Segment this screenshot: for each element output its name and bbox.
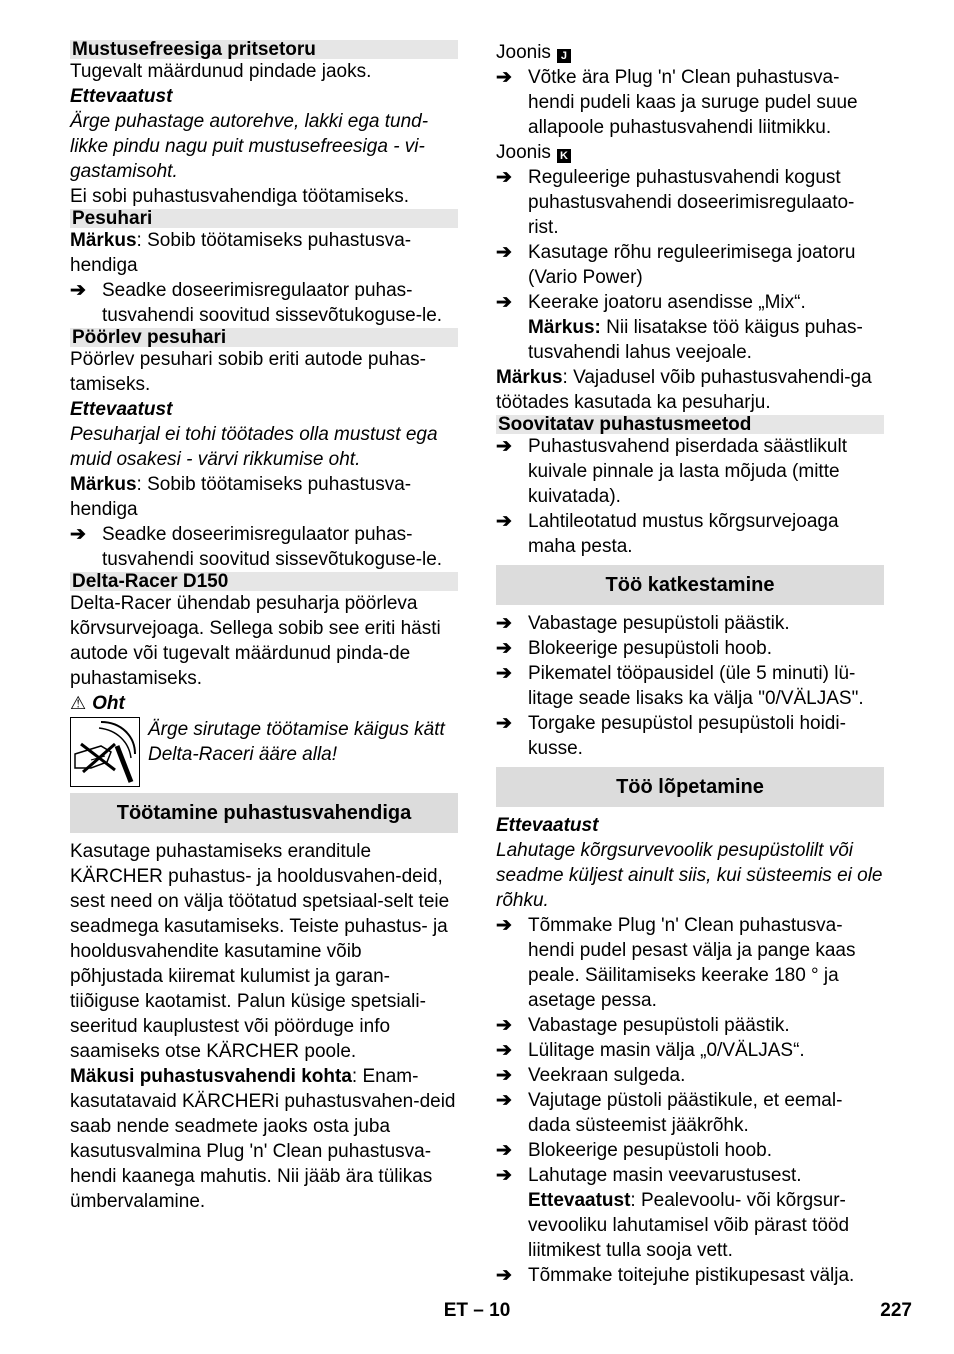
caution-text: Lahutage kõrgsurvevoolik pesupüstolilt või seadme küljest ainult siis, kui süsteemis ei ole rõhku. xyxy=(496,840,883,911)
figure-ref xyxy=(496,40,884,65)
list-item-text: Vabastage pesupüstoli päästik. xyxy=(528,613,790,634)
list-item xyxy=(496,1038,884,1063)
arrow-right-icon: ➔ xyxy=(496,67,512,88)
arrow-right-icon: ➔ xyxy=(496,1265,512,1286)
note-text: : Sobib töötamiseks puhastusva-hendiga xyxy=(70,474,412,520)
arrow-right-icon: ➔ xyxy=(496,1040,512,1061)
list-item xyxy=(496,1263,884,1288)
list-item-text: Tõmmake Plug 'n' Clean puhastusva-hendi pudel pesast välja ja pange kaas peale. Säilitamiseks keerake 180 ° ja asetage pessa. xyxy=(528,915,856,1011)
list-item-text: Blokeerige pesupüstoli hoob. xyxy=(528,1140,773,1161)
heading-too-lopetamine: Töö lõpetamine xyxy=(496,767,884,807)
paragraph: Pöörlev pesuhari sobib eriti autode puhas-tamiseks. xyxy=(70,349,426,395)
paragraph: Delta-Racer ühendab pesuharja pöörleva kõrvsurvejoaga. Sellega sobib see eriti hästi autode või tugevalt määrdunud pinda-de puhastamiseks. xyxy=(70,593,441,689)
caution-label: Ettevaatust xyxy=(70,399,173,420)
caution-text: Pesuharjal ei tohi töötades olla mustust ega muid osakesi - värvi rikkumise oht. xyxy=(70,424,438,470)
note-text: : Pealevoolu- või kõrgsur-vevooliku lahutamisel võib pärast tööd liitmikest tulla sooja vett. xyxy=(528,1190,850,1261)
list-item-text: Lahtileotatud mustus kõrgsurvejoaga maha pesta. xyxy=(528,511,839,557)
list-item-text: Vajutage püstoli päästikule, et eemal-dada süsteemist jääkrõhk. xyxy=(528,1090,843,1136)
list-item-text: Veekraan sulgeda. xyxy=(528,1065,686,1086)
list-item-text: Blokeerige pesupüstoli hoob. xyxy=(528,638,773,659)
note-text: : Sobib töötamiseks puhastusva-hendiga xyxy=(70,230,412,276)
list-item xyxy=(496,165,884,240)
left-column xyxy=(70,40,458,1214)
list-item xyxy=(496,1088,884,1138)
list-item xyxy=(496,65,884,140)
list-item xyxy=(70,522,458,572)
list-item-text: Tõmmake toitejuhe pistikupesast välja. xyxy=(528,1265,855,1286)
note-label: Märkus xyxy=(70,230,137,251)
list-item xyxy=(496,636,884,661)
list-item xyxy=(496,711,884,761)
arrow-right-icon: ➔ xyxy=(496,511,512,532)
heading-too-katkestamine: Töö katkestamine xyxy=(496,565,884,605)
list-item xyxy=(496,1013,884,1038)
list-item-text: Seadke doseerimisregulaator puhas-tusvahendi soovitud sissevõtukoguse-le. xyxy=(102,524,443,570)
note xyxy=(70,1064,458,1214)
arrow-right-icon: ➔ xyxy=(496,1140,512,1161)
danger-text: Ärge sirutage töötamise käigus kätt Delta-Raceri ääre alla! xyxy=(148,719,445,765)
list-item-text: Puhastusvahend piserdada säästlikult kuivale pinnale ja lasta mõjuda (mitte kuivatada). xyxy=(528,436,847,507)
caution-text: Ärge puhastage autorehve, lakki ega tund-likke pindu nagu puit mustusefreesiga - vi-gastamisoht. xyxy=(70,111,429,182)
list-item xyxy=(496,1138,884,1163)
arrow-right-icon: ➔ xyxy=(496,1165,512,1186)
note-label: Mäkusi puhastusvahendi kohta xyxy=(70,1066,352,1087)
figure-label: Joonis xyxy=(496,42,551,63)
list-item-text: Võtke ära Plug 'n' Clean puhastusva-hendi pudeli kaas ja suruge pudel suue allapoole puhastusvahendi liitmikku. xyxy=(528,67,858,138)
note-text: : Vajadusel võib puhastusvahendi-ga töötades kasutada ka pesuharju. xyxy=(496,367,872,413)
figure-key: J xyxy=(557,49,571,63)
list-item xyxy=(496,434,884,509)
paragraph: Ei sobi puhastusvahendiga töötamiseks. xyxy=(70,186,410,207)
figure-label: Joonis xyxy=(496,142,551,163)
heading-pesuhari: Pesuhari xyxy=(70,209,458,228)
arrow-right-icon: ➔ xyxy=(496,663,512,684)
heading-tootamine-puhastusvahendiga: Töötamine puhastusvahendiga xyxy=(70,793,458,833)
arrow-right-icon: ➔ xyxy=(496,242,512,263)
danger-label: Oht xyxy=(92,693,125,714)
list-item-text: Vabastage pesupüstoli päästik. xyxy=(528,1015,790,1036)
note xyxy=(70,472,458,522)
note-text: : Enam-kasutatavaid KÄRCHERi puhastusvahen-deid saab nende seadmete jaoks osta juba kasutusvalmina Plug 'n' Clean puhastusva-hendi kaanega mahutis. Nii jääb ära tülikas ümbervalamine. xyxy=(70,1066,456,1212)
arrow-right-icon: ➔ xyxy=(496,1090,512,1111)
arrow-right-icon: ➔ xyxy=(496,167,512,188)
paragraph: Kasutage puhastamiseks eranditule KÄRCHER puhastus- ja hooldusvahen-deid, sest need on välja töötatud spetsiaal-selt teie seadmega kasutamiseks. Teiste puhastus- ja hooldusvahendite kasutamine võib põhjustada kiiremat kulumist ja garan-tiiõiguse kaotamist. Palun küsige spetsiali-seeritud kauplustest või pöörduge info saamiseks otse KÄRCHER poole. xyxy=(70,841,450,1062)
note xyxy=(496,365,884,415)
list-item-text: Lülitage masin välja „0/VÄLJAS“. xyxy=(528,1040,805,1061)
warning-triangle-icon: ⚠ xyxy=(70,693,87,713)
heading-delta-racer: Delta-Racer D150 xyxy=(70,572,458,591)
list-item-text: Pikematel tööpausidel (üle 5 minuti) lü-litage seade lisaks ka välja "0/VÄLJAS". xyxy=(528,663,864,709)
arrow-right-icon: ➔ xyxy=(496,713,512,734)
right-column xyxy=(496,40,884,1288)
footer-section: ET – 10 xyxy=(443,1300,511,1321)
danger-heading xyxy=(70,691,458,716)
list-item xyxy=(496,913,884,1013)
list-item-text: Kasutage rõhu reguleerimisega joatoru (Vario Power) xyxy=(528,242,856,288)
heading-poorlev-pesuhari: Pöörlev pesuhari xyxy=(70,328,458,347)
caution-label: Ettevaatust xyxy=(496,815,599,836)
arrow-right-icon: ➔ xyxy=(496,292,512,313)
arrow-right-icon: ➔ xyxy=(496,1015,512,1036)
list-item-text: Lahutage masin veevarustusest. xyxy=(528,1165,802,1186)
note-text: Nii lisatakse töö käigus puhas-tusvahendi lahus veejoale. xyxy=(528,317,863,363)
note-label: Märkus xyxy=(70,474,137,495)
list-item-text: Torgake pesupüstol pesupüstoli hoidi-kusse. xyxy=(528,713,846,759)
caution-label: Ettevaatust xyxy=(70,86,173,107)
arrow-right-icon: ➔ xyxy=(496,638,512,659)
figure-key: K xyxy=(557,149,571,163)
note-label: Märkus: xyxy=(528,317,601,338)
page-number: 227 xyxy=(880,1300,912,1321)
list-item xyxy=(70,278,458,328)
list-item-text: Keerake joatoru asendisse „Mix“. xyxy=(528,292,806,313)
list-item-text: Seadke doseerimisregulaator puhas-tusvahendi soovitud sissevõtukoguse-le. xyxy=(102,280,443,326)
arrow-right-icon: ➔ xyxy=(70,280,86,301)
arrow-right-icon: ➔ xyxy=(496,915,512,936)
note-label: Ettevaatust xyxy=(528,1190,631,1211)
list-item xyxy=(496,1063,884,1088)
list-item xyxy=(496,240,884,290)
danger-block xyxy=(70,717,458,787)
list-item xyxy=(496,661,884,711)
note-label: Märkus xyxy=(496,367,563,388)
list-item xyxy=(496,611,884,636)
heading-soovitatav: Soovitatav puhastusmeetod xyxy=(496,415,884,434)
arrow-right-icon: ➔ xyxy=(496,613,512,634)
list-item xyxy=(496,509,884,559)
hand-under-brush-pictogram xyxy=(70,717,140,787)
note xyxy=(70,228,458,278)
heading-mustusefreesiga: Mustusefreesiga pritsetoru xyxy=(70,40,458,59)
list-item xyxy=(496,290,884,365)
list-item xyxy=(496,1163,884,1263)
figure-ref xyxy=(496,140,884,165)
arrow-right-icon: ➔ xyxy=(496,436,512,457)
arrow-right-icon: ➔ xyxy=(496,1065,512,1086)
paragraph: Tugevalt määrdunud pindade jaoks. xyxy=(70,61,372,82)
arrow-right-icon: ➔ xyxy=(70,524,86,545)
list-item-text: Reguleerige puhastusvahendi kogust puhastusvahendi doseerimisregulaato-rist. xyxy=(528,167,855,238)
